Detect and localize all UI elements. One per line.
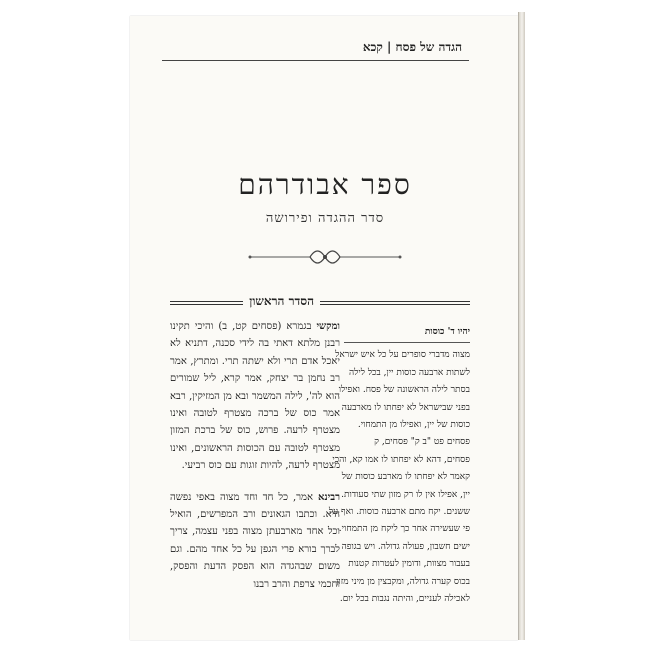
right-column-line: פי שעשירה אחר כך ליקח מן התמחוי. [338, 524, 470, 535]
right-column-line: בפני שבישראל לא יפחתו לו מארבעה [341, 402, 470, 413]
paragraph-lead-word: רבינא [317, 491, 340, 503]
right-column-line: בעבור מצוות, ודומין לעטרות קטנות [348, 559, 470, 570]
paragraph-lead-word: ומקשי [316, 321, 340, 332]
section-label: הסדר הראשון [243, 294, 320, 309]
right-column-line: לאכילה לעניים, והיתה נגבות בכל יום. [339, 594, 470, 605]
right-column-line: יין, אפילו אין לו רק מזון שתי סעודות. [341, 489, 470, 500]
right-column-line: לשתות ארבעה כוסות יין, בכל לילה [349, 367, 470, 378]
section-header [170, 294, 470, 310]
section-rule [170, 301, 470, 302]
right-column-line: פסחים, דהא לא יפחתו לו אמו קא, והכי [332, 454, 470, 465]
right-column-line: ישים חשבון, פעולה גדולה. ויש בגופה [341, 541, 470, 552]
paragraph-text: אמר, כל חד וחד מצוה באפי נפשה היא. וכתבו הגאונים ורב המפרשים, הואיל וכל אחד מארבעתן מצוה בפני עצמה, צריך לברך בורא פרי הגפן על כל אחד מהם. וגם משום שבהגדה הוא הפסק הדעת והפסק, וחכמי צרפת והרב רבנו [170, 491, 340, 590]
paragraph-text: בגמרא (פסחים קט, ב) והיכי תקינו רבנן מלתא דאתי בה לידי סכנה, דתניא לא יאכל אדם תרי ולא ישתה תרי. ומתרץ, אמר רב נחמן בר יצחק, אמר קרא, ליל שמורים הוא לה', לילה המשמר ובא מן המזיקין, רבא אמר כוס של ברכה מצטרף לטובה ואינו מצטרף לרעה. פרוש, כוס של ברכת המזון מצטרף לטובה עם הכוסות הראשונים, ואינו מצטרף לרעה, להיות זוגות עם כוס רביעי. [170, 321, 340, 472]
right-column-line: בכוס קערה גדולה, ומקבצין מן מיני מזון [336, 576, 470, 587]
book-title: ספר אבודרהם [238, 168, 412, 201]
book-subtitle: סדר ההגדה ופירושה [265, 211, 385, 226]
right-column-line: כוסות של יין, ואפילו מן התמחוי. [357, 420, 470, 431]
floral-ornament-icon [240, 246, 410, 268]
right-column-label: יהיו ד' כוסות [344, 324, 470, 343]
left-column [170, 318, 340, 593]
paragraph [170, 489, 340, 593]
right-column-line: בסתר לילה הראשונה של פסח. ואפילו [338, 385, 470, 396]
right-column-line: פסחים פט "ב ק" פסחים, ק [374, 437, 470, 448]
right-column-line: ששנים. יקח מתם ארבעה כוסות. ואף על [328, 507, 470, 518]
paragraph [170, 318, 340, 475]
right-column-line: קאמר לא יפחתו לו מארבע כוסות של [341, 472, 470, 483]
right-column-line: מצוה מדברי סופרים על כל איש ישראל [335, 350, 470, 361]
running-head: הגדה של פסח | קכא [362, 40, 462, 54]
section-rule-double [170, 304, 470, 305]
page-edge [518, 12, 525, 640]
header-rule [162, 60, 469, 61]
